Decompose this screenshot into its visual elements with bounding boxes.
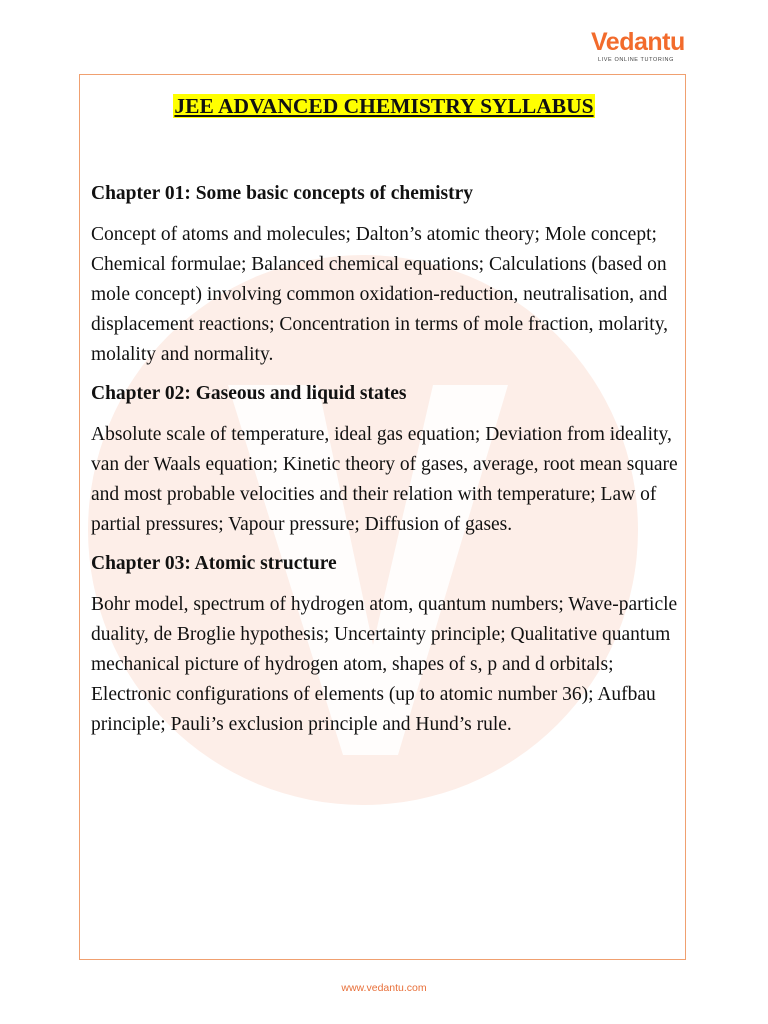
chapter-heading: Chapter 03: Atomic structure bbox=[91, 553, 337, 574]
chapter-heading: Chapter 02: Gaseous and liquid states bbox=[91, 383, 407, 404]
chapter-heading: Chapter 01: Some basic concepts of chemistry bbox=[91, 183, 474, 204]
chapter-section bbox=[91, 382, 681, 540]
brand-logo bbox=[591, 28, 685, 72]
brand-name: Vedantu bbox=[591, 28, 685, 56]
page-title-text: JEE ADVANCED CHEMISTRY SYLLABUS bbox=[174, 94, 594, 118]
chapter-section bbox=[91, 552, 681, 740]
chapter-section bbox=[91, 182, 681, 370]
chapter-body: Absolute scale of temperature, ideal gas equation; Deviation from ideality, van der Waals equation; Kinetic theory of gases, average, root mean square and most probable velocities and their relation with temperature; Law of partial pressures; Vapour pressure; Diffusion of gases. bbox=[91, 424, 678, 535]
footer-url[interactable]: www.vedantu.com bbox=[341, 982, 427, 994]
brand-tagline: LIVE ONLINE TUTORING bbox=[598, 57, 674, 63]
chapter-body: Concept of atoms and molecules; Dalton’s atomic theory; Mole concept; Chemical formulae; Balanced chemical equations; Calculations (based on mole concept) involving common oxidation-reduction, neutralisation, and displacement reactions; Concentration in terms of mole fraction, molarity, molality and normality. bbox=[91, 224, 669, 365]
syllabus-content bbox=[91, 182, 681, 752]
chapter-body: Bohr model, spectrum of hydrogen atom, quantum numbers; Wave-particle duality, de Broglie hypothesis; Uncertainty principle; Qualitative quantum mechanical picture of hydrogen atom, shapes of s, p and d orbitals; Electronic configurations of elements (up to atomic number 36); Aufbau principle; Pauli’s exclusion principle and Hund’s rule. bbox=[91, 594, 678, 735]
page-title bbox=[0, 94, 768, 119]
